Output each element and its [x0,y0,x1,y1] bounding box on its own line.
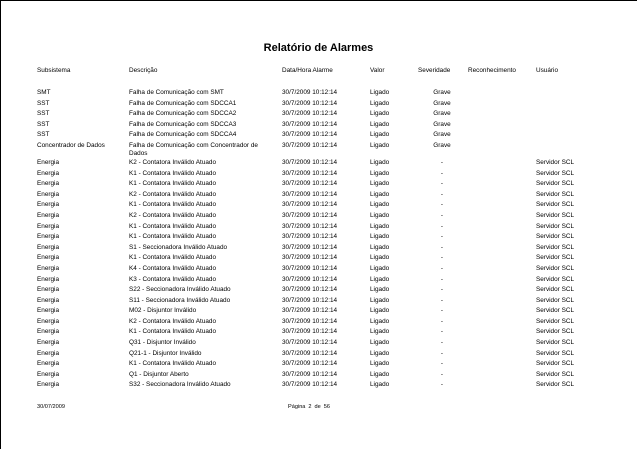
table-row [37,380,597,391]
table-row [37,190,597,201]
table-row [37,338,597,349]
cell-valor: Ligado [370,296,390,304]
cell-subsistema: Energia [37,307,60,315]
cell-subsistema: Concentrador de Dados [37,141,105,149]
table-body [37,88,597,391]
cell-descricao: K2 - Contatora Inválido Atuado [129,190,217,198]
table-row [37,120,597,131]
cell-subsistema: SMT [37,89,51,96]
cell-valor: Ligado [370,339,390,347]
table-row [37,200,597,211]
cell-descricao: S11 - Seccionadora Inválido Atuado [129,296,231,304]
cell-severidade: - [440,180,444,188]
table-row [37,349,597,360]
cell-subsistema: Energia [37,233,60,241]
column-header-valor: Valor [370,67,385,74]
cell-severidade: - [440,158,444,166]
table-row [37,317,597,328]
cell-severidade: - [440,201,444,209]
cell-usuario: Servidor SCL [536,254,575,262]
cell-usuario: Servidor SCL [536,233,575,241]
cell-valor: Ligado [370,264,390,272]
cell-data-hora: 30/7/2009 10:12:14 [282,141,338,149]
cell-usuario: Servidor SCL [536,190,575,198]
cell-subsistema: Energia [37,328,60,336]
cell-descricao: K1 - Contatora Inválido Atuado [129,233,217,241]
cell-valor: Ligado [370,349,390,357]
cell-subsistema: Energia [37,286,60,294]
cell-data-hora: 30/7/2009 10:12:14 [282,169,338,177]
cell-severidade: Grave [433,110,451,118]
cell-severidade: Grave [433,89,451,96]
table-row [37,327,597,338]
cell-usuario: Servidor SCL [536,328,575,336]
page-label: Página [288,404,306,410]
cell-usuario: Servidor SCL [536,275,575,283]
cell-severidade: - [440,370,444,378]
cell-descricao: K1 - Contatora Inválido Atuado [129,180,217,188]
cell-data-hora: 30/7/2009 10:12:14 [282,201,338,209]
cell-valor: Ligado [370,360,390,368]
cell-valor: Ligado [370,169,390,177]
column-header-descricao: Descrição [129,67,158,74]
cell-descricao: Falha de Comunicação com SDCCA3 [129,120,237,128]
cell-severidade: - [440,243,444,251]
cell-descricao: K2 - Contatora Inválido Atuado [129,211,217,219]
cell-data-hora: 30/7/2009 10:12:14 [282,131,338,139]
cell-data-hora: 30/7/2009 10:12:14 [282,190,338,198]
cell-severidade: - [440,307,444,315]
cell-usuario: Servidor SCL [536,211,575,219]
cell-data-hora: 30/7/2009 10:12:14 [282,381,338,389]
cell-data-hora: 30/7/2009 10:12:14 [282,370,338,378]
cell-subsistema: SST [37,120,50,128]
table-row [37,285,597,296]
cell-descricao: Q21-1 - Disjuntor Inválido [129,349,202,357]
cell-usuario: Servidor SCL [536,169,575,177]
table-row [37,211,597,222]
column-header-severidade: Severidade [418,67,451,74]
cell-descricao: Q31 - Disjuntor Inválido [129,339,196,347]
cell-subsistema: SST [37,131,50,139]
cell-data-hora: 30/7/2009 10:12:14 [282,180,338,188]
cell-severidade: - [440,211,444,219]
cell-subsistema: Energia [37,296,60,304]
cell-descricao: S1 - Seccionadora Inválido Atuado [129,243,228,251]
cell-severidade: - [440,328,444,336]
total-pages: 56 [323,404,331,410]
cell-subsistema: Energia [37,180,60,188]
cell-usuario: Servidor SCL [536,370,575,378]
cell-valor: Ligado [370,317,390,325]
cell-valor: Ligado [370,254,390,262]
cell-data-hora: 30/7/2009 10:12:14 [282,317,338,325]
table-row [37,141,597,158]
page-left-border [0,0,1,449]
cell-valor: Ligado [370,381,390,389]
table-row [37,88,597,99]
cell-valor: Ligado [370,201,390,209]
cell-usuario: Servidor SCL [536,158,575,166]
cell-subsistema: Energia [37,254,60,262]
cell-data-hora: 30/7/2009 10:12:14 [282,99,338,107]
cell-severidade: Grave [433,131,451,139]
cell-valor: Ligado [370,131,390,139]
cell-usuario: Servidor SCL [536,360,575,368]
cell-data-hora: 30/7/2009 10:12:14 [282,275,338,283]
table-row [37,179,597,190]
cell-subsistema: Energia [37,264,60,272]
alarm-table [37,66,597,391]
cell-descricao: S32 - Seccionadora Inválido Atuado [129,381,231,389]
table-row [37,275,597,286]
cell-subsistema: SST [37,99,50,107]
table-row [37,99,597,110]
cell-usuario: Servidor SCL [536,180,575,188]
column-header-data-hora: Data/Hora Alarme [282,67,333,74]
cell-valor: Ligado [370,158,390,166]
table-row [37,296,597,307]
table-row [37,232,597,243]
table-row [37,243,597,254]
cell-data-hora: 30/7/2009 10:12:14 [282,360,338,368]
cell-severidade: Grave [433,120,451,128]
cell-usuario: Servidor SCL [536,264,575,272]
cell-descricao: K1 - Contatora Inválido Atuado [129,360,217,368]
cell-data-hora: 30/7/2009 10:12:14 [282,211,338,219]
cell-severidade: - [440,169,444,177]
cell-severidade: Grave [433,99,451,107]
cell-usuario: Servidor SCL [536,349,575,357]
cell-severidade: - [440,222,444,230]
cell-subsistema: SST [37,110,50,118]
table-row [37,169,597,180]
cell-descricao: K4 - Contatora Inválido Atuado [129,264,217,272]
cell-usuario: Servidor SCL [536,339,575,347]
report-title: Relatório de Alarmes [263,42,374,54]
cell-severidade: Grave [433,141,451,149]
cell-descricao: M02 - Disjuntor Inválido [129,307,197,315]
cell-descricao: Q1 - Disjuntor Aberto [129,370,189,378]
cell-valor: Ligado [370,243,390,251]
cell-descricao: K2 - Contatora Inválido Atuado [129,317,217,325]
cell-severidade: - [440,296,444,304]
table-row [37,158,597,169]
cell-descricao: Falha de Comunicação com SMT [129,89,224,96]
cell-descricao: K1 - Contatora Inválido Atuado [129,254,217,262]
cell-data-hora: 30/7/2009 10:12:14 [282,110,338,118]
cell-descricao: Falha de Comunicação com SDCCA1 [129,99,237,107]
cell-usuario: Servidor SCL [536,381,575,389]
table-row [37,253,597,264]
cell-valor: Ligado [370,370,390,378]
cell-valor: Ligado [370,180,390,188]
cell-descricao: Falha de Comunicação com SDCCA4 [129,131,237,139]
cell-descricao: K1 - Contatora Inválido Atuado [129,328,217,336]
cell-subsistema: Energia [37,349,60,357]
cell-subsistema: Energia [37,169,60,177]
table-row [37,370,597,381]
cell-severidade: - [440,349,444,357]
cell-subsistema: Energia [37,222,60,230]
cell-descricao: K1 - Contatora Inválido Atuado [129,201,217,209]
cell-usuario: Servidor SCL [536,317,575,325]
page-top-border [0,0,637,1]
cell-subsistema: Energia [37,243,60,251]
cell-usuario: Servidor SCL [536,243,575,251]
column-header-usuario: Usuário [536,67,559,74]
cell-data-hora: 30/7/2009 10:12:14 [282,222,338,230]
cell-descricao: Falha de Comunicação com SDCCA2 [129,110,237,118]
cell-valor: Ligado [370,275,390,283]
cell-severidade: - [440,275,444,283]
cell-descricao: Falha de Comunicação com Concentrador de Dados [129,142,258,157]
cell-valor: Ligado [370,190,390,198]
cell-severidade: - [440,381,444,389]
cell-usuario: Servidor SCL [536,296,575,304]
table-row [37,359,597,370]
cell-severidade: - [440,254,444,262]
column-header-reconhecimento: Reconhecimento [468,67,516,74]
page-number: 2 [308,404,312,410]
cell-valor: Ligado [370,99,390,107]
cell-data-hora: 30/7/2009 10:12:14 [282,254,338,262]
cell-data-hora: 30/7/2009 10:12:14 [282,264,338,272]
cell-valor: Ligado [370,286,390,294]
table-row [37,306,597,317]
page-indicator [288,404,333,410]
cell-subsistema: Energia [37,370,60,378]
cell-valor: Ligado [370,110,390,118]
table-row [37,264,597,275]
cell-data-hora: 30/7/2009 10:12:14 [282,328,338,336]
cell-subsistema: Energia [37,360,60,368]
cell-descricao: K2 - Contatora Inválido Atuado [129,158,217,166]
cell-subsistema: Energia [37,201,60,209]
cell-valor: Ligado [370,89,390,96]
cell-valor: Ligado [370,233,390,241]
table-row [37,222,597,233]
cell-subsistema: Energia [37,381,60,389]
of-label: de [314,404,321,410]
cell-data-hora: 30/7/2009 10:12:14 [282,307,338,315]
table-row [37,109,597,120]
cell-usuario: Servidor SCL [536,307,575,315]
cell-subsistema: Energia [37,190,60,198]
cell-descricao: K1 - Contatora Inválido Atuado [129,222,217,230]
cell-usuario: Servidor SCL [536,222,575,230]
cell-descricao: S22 - Seccionadora Inválido Atuado [129,286,231,294]
cell-severidade: - [440,286,444,294]
cell-severidade: - [440,233,444,241]
cell-data-hora: 30/7/2009 10:12:14 [282,89,338,96]
cell-usuario: Servidor SCL [536,201,575,209]
cell-data-hora: 30/7/2009 10:12:14 [282,349,338,357]
cell-subsistema: Energia [37,275,60,283]
cell-severidade: - [440,190,444,198]
cell-valor: Ligado [370,328,390,336]
column-header-subsistema: Subsistema [37,67,71,74]
cell-valor: Ligado [370,120,390,128]
cell-data-hora: 30/7/2009 10:12:14 [282,339,338,347]
cell-data-hora: 30/7/2009 10:12:14 [282,243,338,251]
cell-data-hora: 30/7/2009 10:12:14 [282,233,338,241]
table-header [37,66,597,76]
cell-data-hora: 30/7/2009 10:12:14 [282,286,338,294]
cell-severidade: - [440,339,444,347]
cell-subsistema: Energia [37,317,60,325]
table-row [37,130,597,141]
cell-descricao: K1 - Contatora Inválido Atuado [129,169,217,177]
cell-valor: Ligado [370,307,390,315]
cell-valor: Ligado [370,211,390,219]
cell-severidade: - [440,264,444,272]
cell-severidade: - [440,317,444,325]
cell-data-hora: 30/7/2009 10:12:14 [282,120,338,128]
cell-data-hora: 30/7/2009 10:12:14 [282,296,338,304]
cell-descricao: K3 - Contatora Inválido Atuado [129,275,217,283]
cell-valor: Ligado [370,141,390,149]
cell-severidade: - [440,360,444,368]
cell-subsistema: Energia [37,158,60,166]
footer-date: 30/07/2009 [37,404,65,410]
cell-valor: Ligado [370,222,390,230]
cell-subsistema: Energia [37,339,60,347]
cell-subsistema: Energia [37,211,60,219]
cell-data-hora: 30/7/2009 10:12:14 [282,158,338,166]
cell-usuario: Servidor SCL [536,286,575,294]
